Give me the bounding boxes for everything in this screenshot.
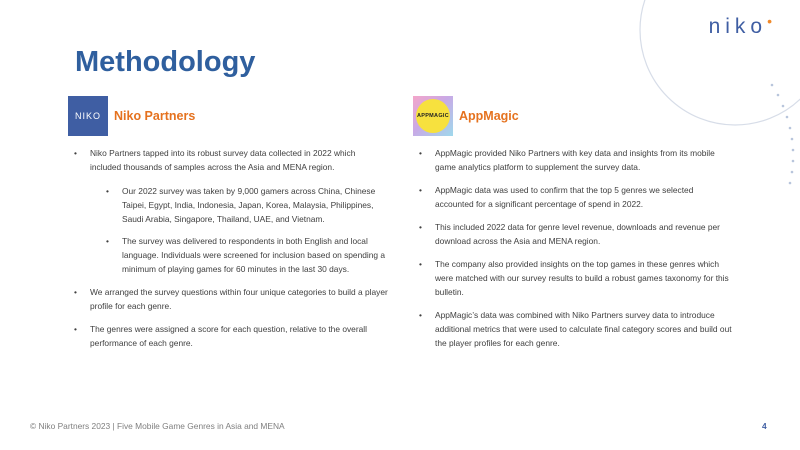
- sub-bullets: [90, 184, 388, 276]
- niko-logo-text: NIKO: [74, 110, 101, 121]
- niko-partners-column: [68, 93, 388, 359]
- page-title: Methodology: [75, 46, 256, 78]
- niko-partners-header: [68, 93, 388, 138]
- appmagic-logo-text: APPMAGIC: [416, 112, 450, 119]
- niko-partners-heading: Niko Partners: [114, 108, 196, 123]
- brand-dot: •: [767, 13, 772, 29]
- appmagic-logo: [413, 96, 453, 136]
- list-item: • AppMagic data was used to confirm that the top 5 genres we selected accounted for a significant percentage of spend in 2022.: [413, 183, 733, 211]
- list-item: [68, 146, 388, 276]
- appmagic-bullets: [413, 146, 733, 350]
- appmagic-header: [413, 93, 733, 138]
- page-number: 4: [762, 421, 767, 431]
- list-item: • AppMagic provided Niko Partners with key data and insights from its mobile game analytics platform to supplement the survey data.: [413, 146, 733, 174]
- footer-copyright: © Niko Partners 2023 | Five Mobile Game Genres in Asia and MENA: [30, 421, 285, 431]
- list-item: • The company also provided insights on the top games in these genres which were matched with our survey results to build a robust games taxonomy for this bulletin.: [413, 257, 733, 299]
- brand-name: niko: [708, 15, 768, 38]
- list-item: • The survey was delivered to respondents in both English and local language. Individuals were screened for inclusion based on spending a minimum of playing games for 60 minutes in the last 30 days.: [90, 234, 388, 276]
- list-item: • The genres were assigned a score for each question, relative to the overall performance of each genre.: [68, 322, 388, 350]
- appmagic-heading: AppMagic: [459, 108, 519, 123]
- niko-logo: [68, 96, 108, 136]
- list-item: • Our 2022 survey was taken by 9,000 gamers across China, Chinese Taipei, Egypt, India, Indonesia, Japan, Korea, Malaysia, Philippines, Saudi Arabia, Singapore, Thailand, UAE, and Vietnam.: [90, 184, 388, 226]
- niko-brand-logo: [709, 15, 772, 39]
- niko-partners-bullets: [68, 146, 388, 350]
- list-item: • This included 2022 data for genre level revenue, downloads and revenue per download across the Asia and MENA region.: [413, 220, 733, 248]
- appmagic-column: [413, 93, 733, 359]
- list-item: • We arranged the survey questions within four unique categories to build a player profile for each genre.: [68, 285, 388, 313]
- list-item: • AppMagic’s data was combined with Niko Partners survey data to introduce additional metrics that were used to calculate final category scores and build out the player profiles for each genre.: [413, 308, 733, 350]
- bullet-text: Niko Partners tapped into its robust survey data collected in 2022 which included thousands of samples across the Asia and MENA region.: [90, 148, 356, 172]
